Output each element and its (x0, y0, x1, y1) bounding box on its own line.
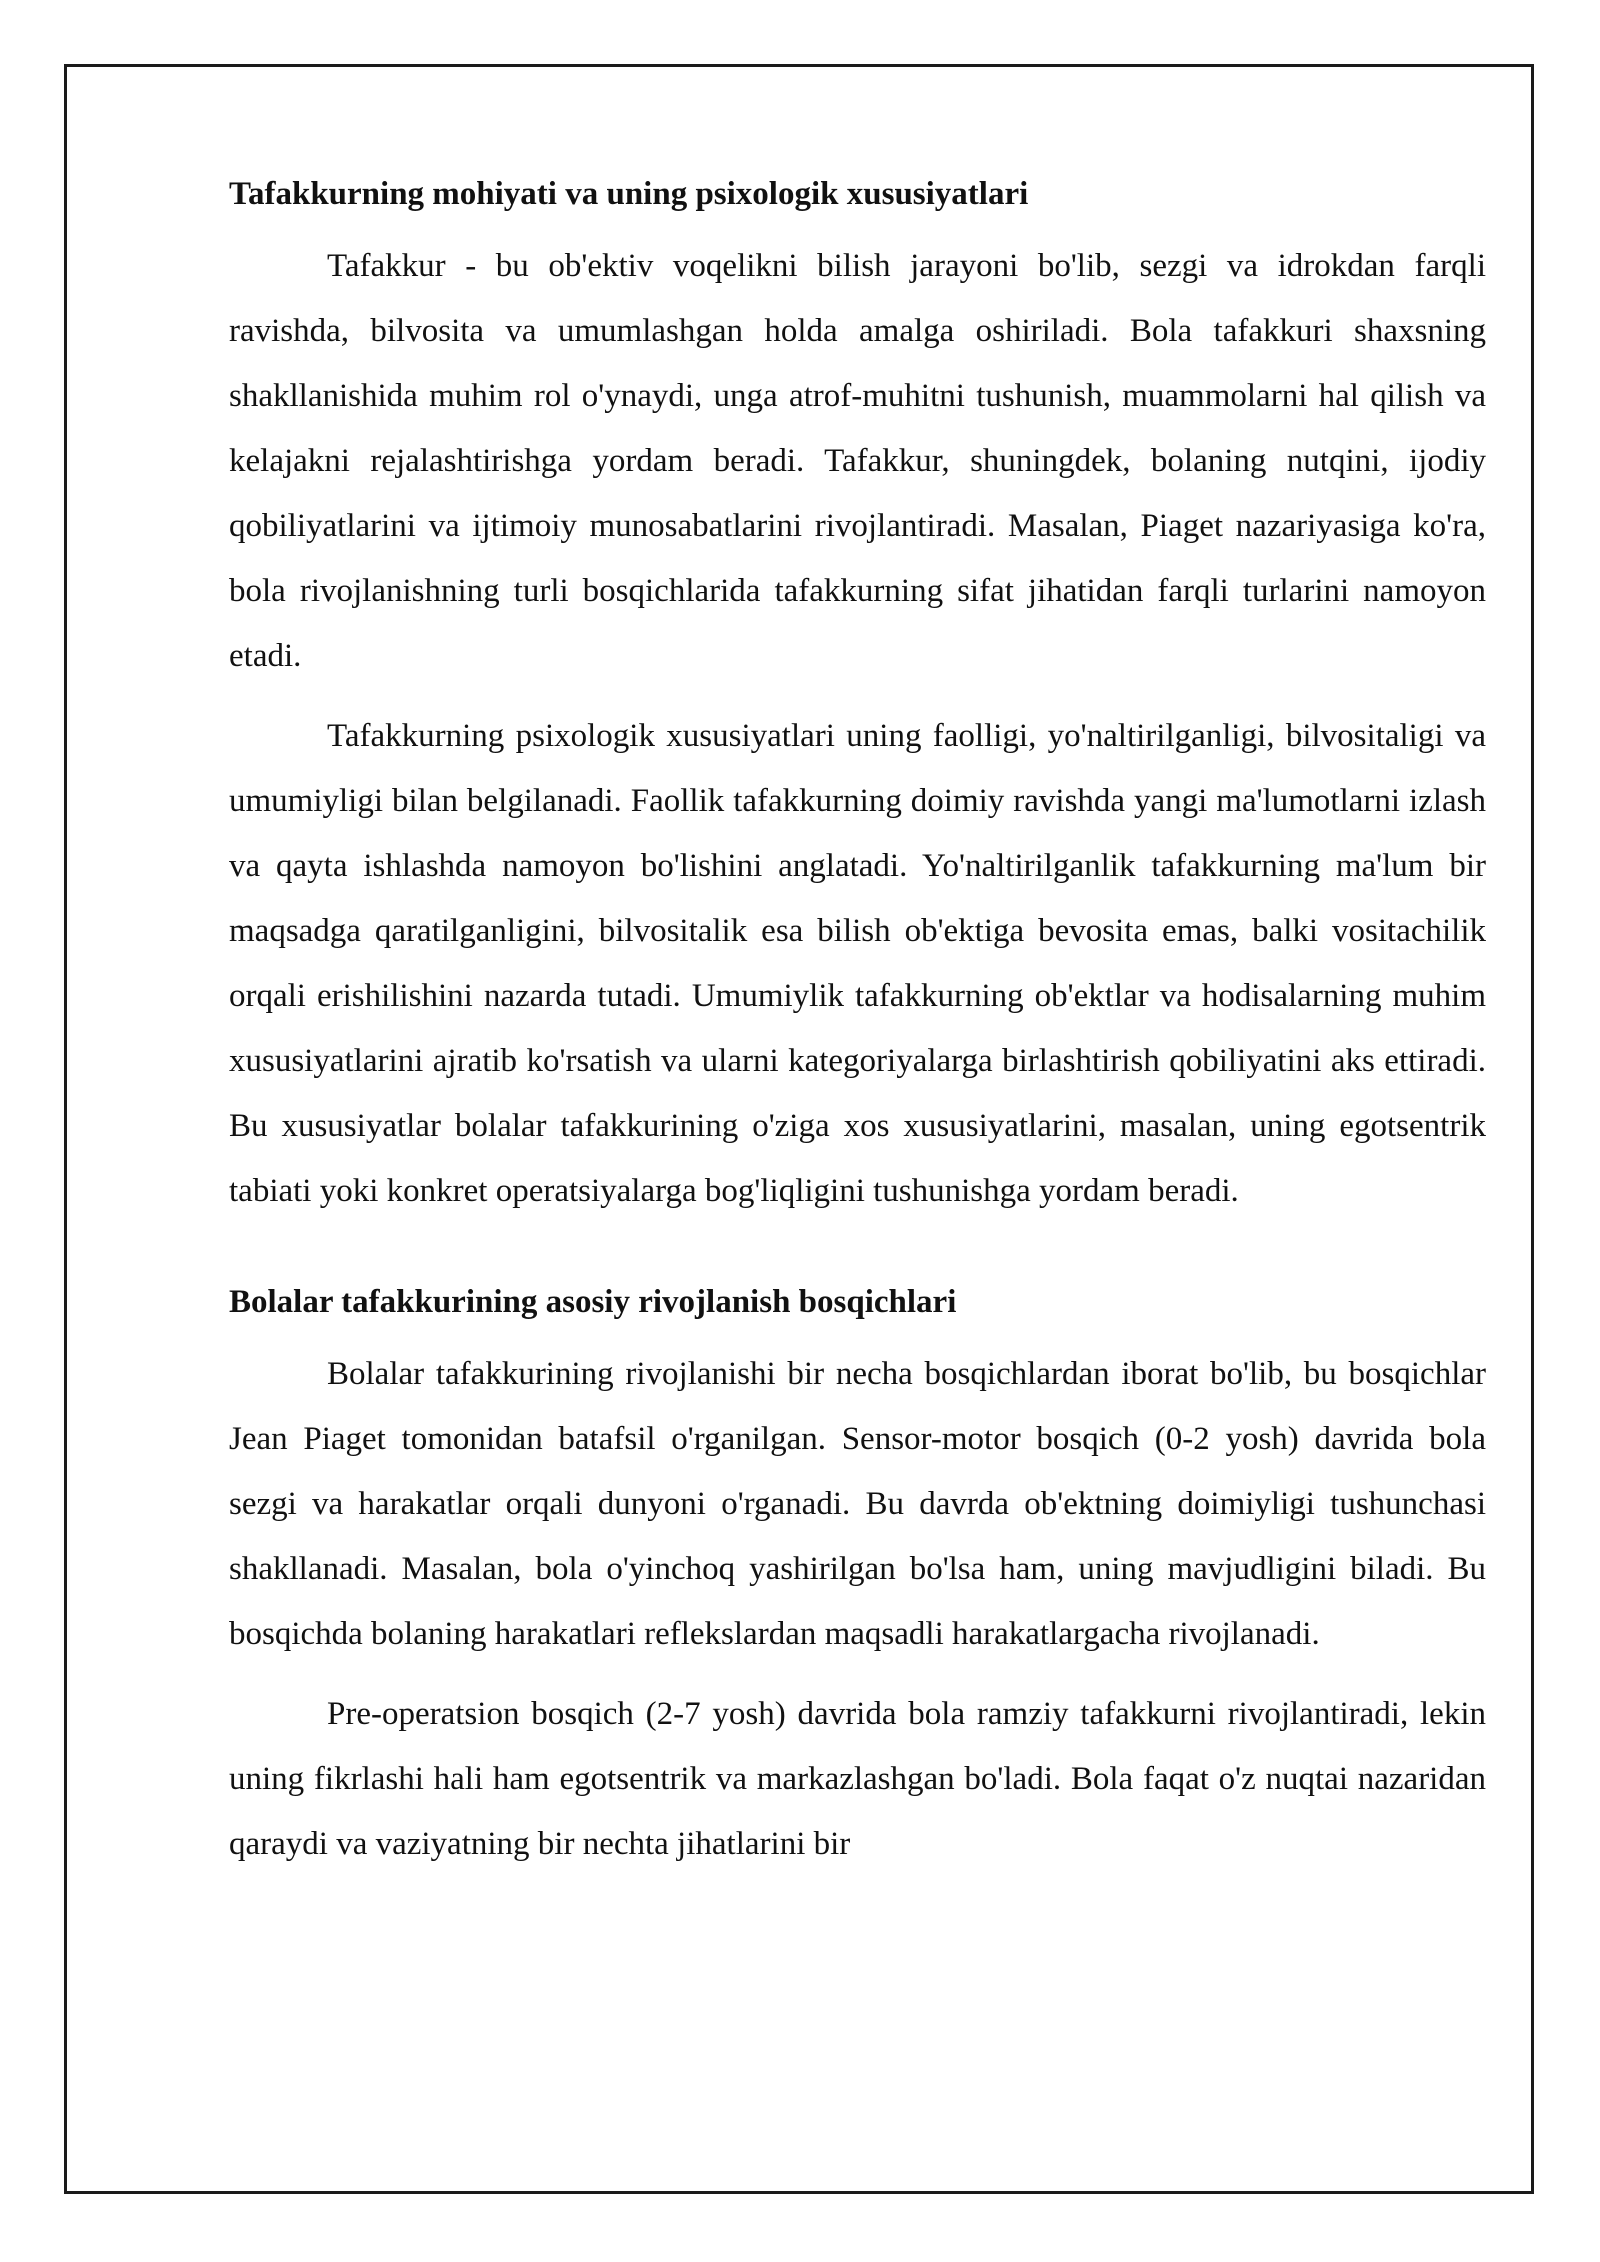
paragraph-2: Tafakkurning psixologik xususiyatlari uning faolligi, yo'naltirilganligi, bilvositaligi va umumiyligi bilan belgilanadi. Faollik tafakkurning doimiy ravishda yangi ma'lumotlarni izlash va qayta ishlashda namoyon bo'lishini anglatadi. Yo'naltirilganlik tafakkurning ma'lum bir maqsadga qaratilganligini, bilvositalik esa bilish ob'ektiga bevosita emas, balki vositachilik orqali erishilishini nazarda tutadi. Umumiylik tafakkurning ob'ektlar va hodisalarning muhim xususiyatlarini ajratib ko'rsatish va ularni kategoriyalarga birlashtirish qobiliyatini aks ettiradi. Bu xususiyatlar bolalar tafakkurining o'ziga xos xususiyatlarini, masalan, uning egotsentrik tabiati yoki konkret operatsiyalarga bog'liqligini tushunishga yordam beradi. (229, 718, 1486, 1209)
paragraph-4: Pre-operatsion bosqich (2-7 yosh) davrida bola ramziy tafakkurni rivojlantiradi, lekin uning fikrlashi hali ham egotsentrik va markazlashgan bo'ladi. Bola faqat o'z nuqtai nazaridan qaraydi va vaziyatning bir nechta jihatlarini bir (229, 1696, 1486, 1862)
document-body (229, 170, 1486, 1892)
paragraph-1: Tafakkur - bu ob'ektiv voqelikni bilish jarayoni bo'lib, sezgi va idrokdan farqli ravishda, bilvosita va umumlashgan holda amalga oshiriladi. Bola tafakkuri shaxsning shakllanishida muhim rol o'ynaydi, unga atrof-muhitni tushunish, muammolarni hal qilish va kelajakni rejalashtirishga yordam beradi. Tafakkur, shuningdek, bolaning nutqini, ijodiy qobiliyatlarini va ijtimoiy munosabatlarini rivojlantiradi. Masalan, Piaget nazariyasiga ko'ra, bola rivojlanishning turli bosqichlarida tafakkurning sifat jihatidan farqli turlarini namoyon etadi. (229, 248, 1486, 674)
section-heading-1: Tafakkurning mohiyati va uning psixologik xususiyatlari (229, 176, 1029, 212)
section-heading-2: Bolalar tafakkurining asosiy rivojlanish bosqichlari (229, 1284, 957, 1320)
paragraph-3: Bolalar tafakkurining rivojlanishi bir necha bosqichlardan iborat bo'lib, bu bosqichlar Jean Piaget tomonidan batafsil o'rganilgan. Sensor-motor bosqich (0-2 yosh) davrida bola sezgi va harakatlar orqali dunyoni o'rganadi. Bu davrda ob'ektning doimiyligi tushunchasi shakllanadi. Masalan, bola o'yinchoq yashirilgan bo'lsa ham, uning mavjudligini biladi. Bu bosqichda bolaning harakatlari reflekslardan maqsadli harakatlargacha rivojlanadi. (229, 1356, 1486, 1652)
